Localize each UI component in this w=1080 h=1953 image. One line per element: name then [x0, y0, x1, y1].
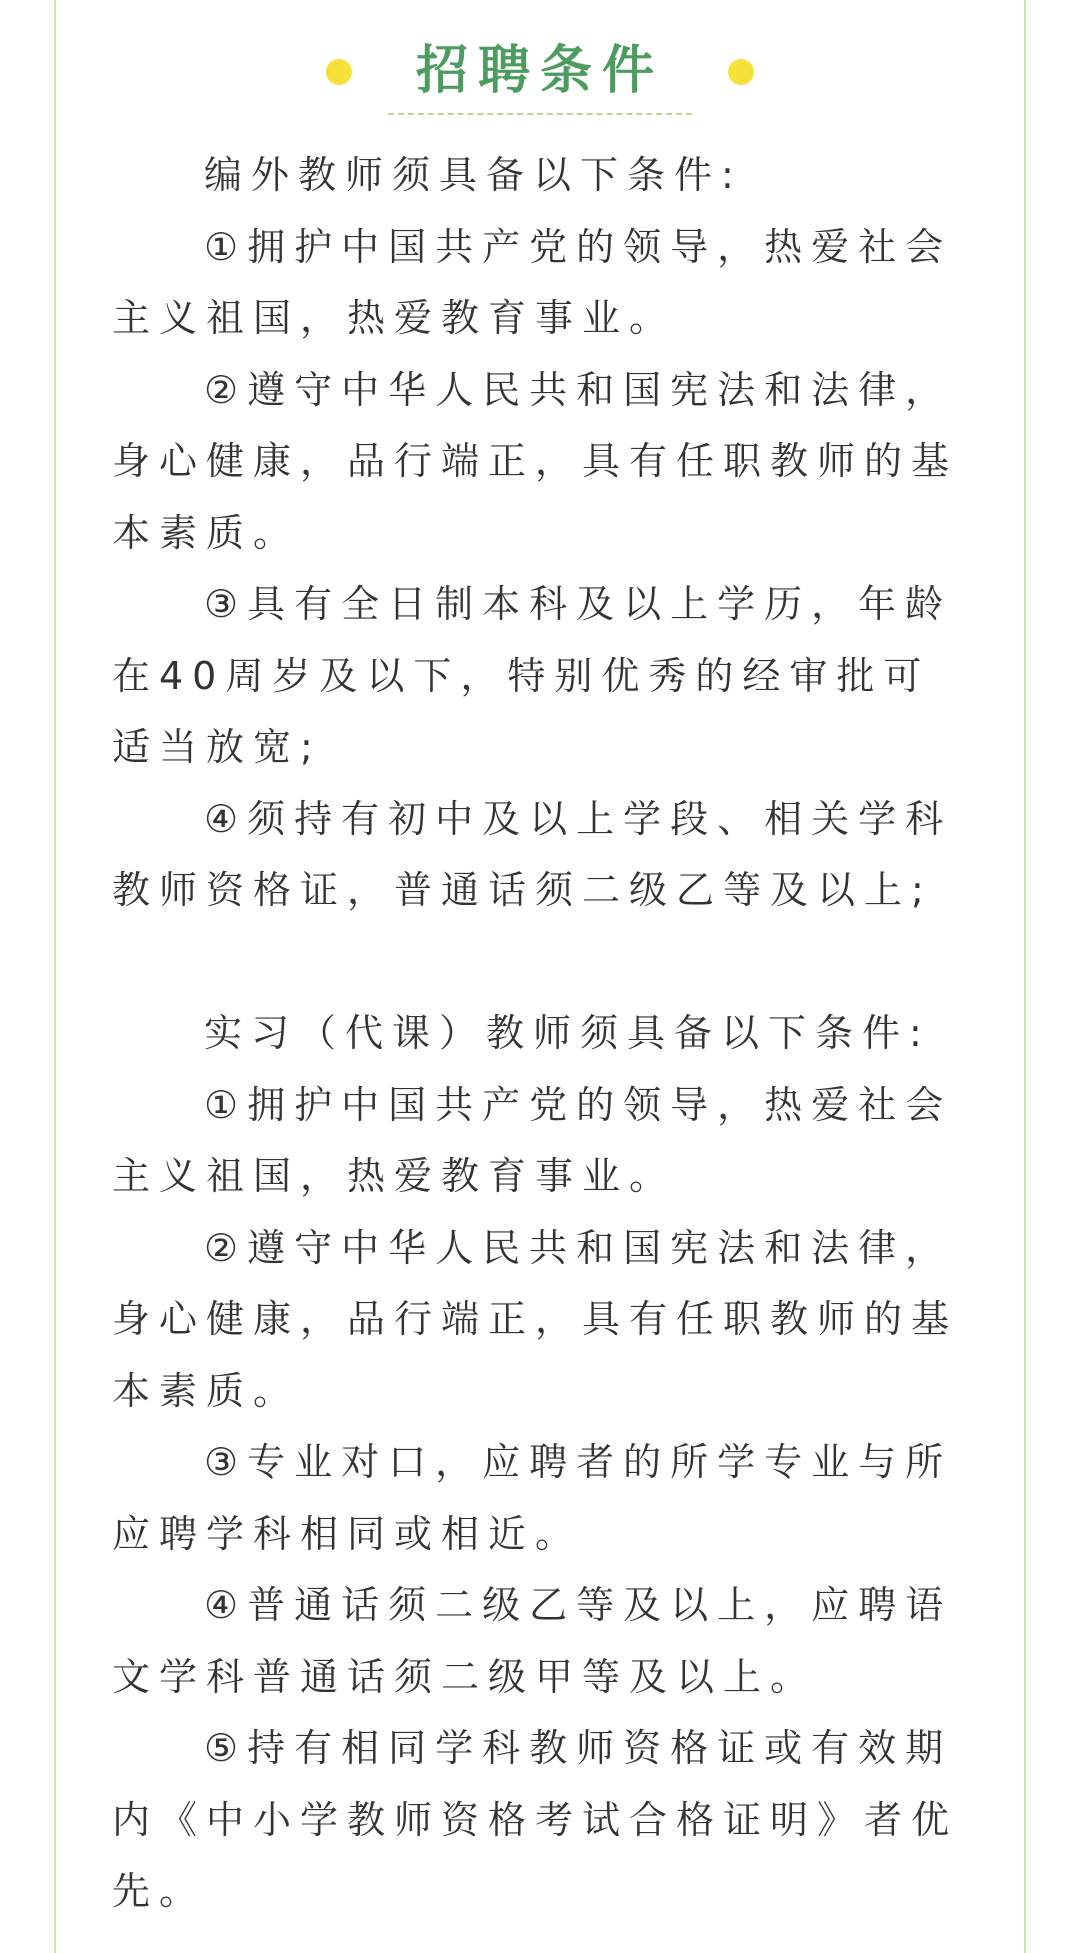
condition-item: ②遵守中华人民共和国宪法和法律，身心健康，品行端正，具有任职教师的基本素质。 — [112, 367, 959, 555]
left-border-line — [54, 0, 56, 1953]
condition-item: ⑤持有相同学科教师资格证或有效期内《中小学教师资格考试合格证明》者优先。 — [112, 1726, 959, 1913]
section-title: 招聘条件 — [415, 41, 664, 101]
article-body — [112, 140, 970, 1928]
group-heading: 实习（代课）教师须具备以下条件: — [204, 1011, 931, 1055]
group-heading: 编外教师须具备以下条件: — [204, 153, 743, 197]
left-dot-icon — [326, 59, 352, 85]
condition-item: ④须持有初中及以上学段、相关学科教师资格证，普通话须二级乙等及以上; — [112, 796, 953, 912]
right-dot-icon — [728, 59, 754, 85]
condition-item: ③专业对口，应聘者的所学专业与所应聘学科相同或相近。 — [112, 1440, 953, 1556]
intern-teacher-conditions — [112, 998, 970, 1928]
staff-teacher-conditions — [112, 140, 970, 927]
condition-item: ①拥护中国共产党的领导，热爱社会主义祖国，热爱教育事业。 — [112, 224, 953, 340]
title-underline — [388, 41, 692, 115]
condition-item: ②遵守中华人民共和国宪法和法律，身心健康，品行端正，具有任职教师的基本素质。 — [112, 1225, 959, 1413]
paragraph-gap — [112, 927, 970, 999]
section-header — [0, 28, 1080, 116]
condition-item: ①拥护中国共产党的领导，热爱社会主义祖国，热爱教育事业。 — [112, 1082, 953, 1198]
right-border-line — [1024, 0, 1026, 1953]
condition-item: ③具有全日制本科及以上学历，年龄在40周岁及以下，特别优秀的经审批可适当放宽; — [112, 582, 953, 769]
condition-item: ④普通话须二级乙等及以上，应聘语文学科普通话须二级甲等及以上。 — [112, 1583, 953, 1699]
